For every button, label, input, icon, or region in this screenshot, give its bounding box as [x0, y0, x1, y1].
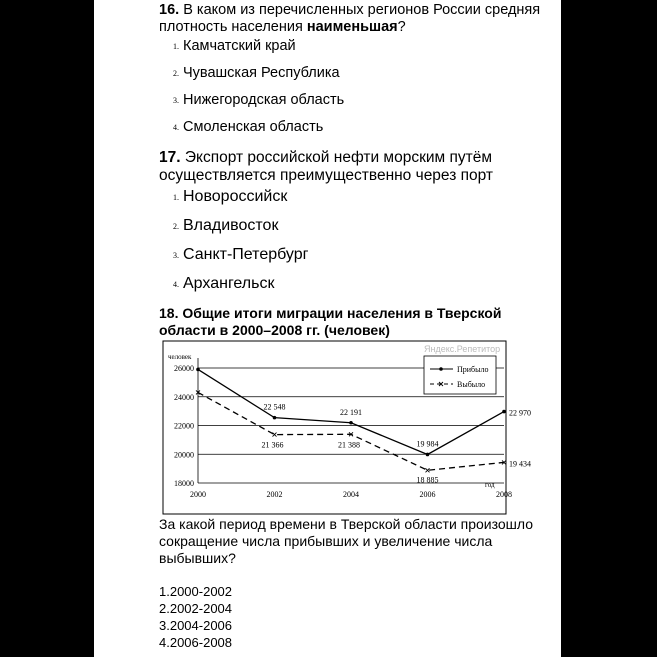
- option-number: 2.: [173, 69, 179, 78]
- option-label: Владивосток: [183, 217, 279, 234]
- question-16-text: В каком из перечисленных регионов России средняя плотность населения: [159, 2, 541, 35]
- q17-option-2[interactable]: [173, 217, 278, 235]
- data-point: [502, 410, 506, 414]
- x-axis-label: год: [485, 481, 495, 489]
- data-label: 22 191: [340, 407, 362, 417]
- data-point: [426, 453, 430, 457]
- question-18-text: За какой период времени в Тверской области произошло сокращение числа прибывших и увеличение числа выбывших?: [159, 516, 534, 566]
- option-number: 1.: [173, 193, 179, 202]
- option-label: Нижегородская область: [183, 92, 345, 108]
- legend-marker: [439, 367, 443, 371]
- answer-3[interactable]: 3.2004-2006: [159, 618, 233, 633]
- option-label: Камчатский край: [183, 38, 296, 54]
- answer-2[interactable]: 2.2002-2004: [159, 601, 233, 616]
- y-tick-label: 22000: [174, 421, 194, 431]
- q17-option-1[interactable]: [173, 188, 287, 206]
- data-point: [273, 416, 277, 420]
- q17-option-4[interactable]: [173, 275, 274, 293]
- question-18-title: 18. Общие итоги миграции населения в Тверской области в 2000–2008 гг. (человек): [159, 305, 502, 338]
- y-tick-label: 20000: [174, 450, 194, 460]
- answer-1[interactable]: 1.2000-2002: [159, 584, 233, 599]
- answer-4[interactable]: 4.2006-2008: [159, 635, 233, 650]
- q17-option-3[interactable]: [173, 246, 308, 264]
- x-tick-label: 2008: [496, 490, 512, 499]
- option-number: 1.: [173, 42, 179, 51]
- option-label: Архангельск: [183, 275, 275, 292]
- option-number: 3.: [173, 251, 179, 260]
- y-tick-label: 24000: [174, 392, 194, 402]
- data-label: 18 885: [416, 475, 439, 485]
- data-label: 22 548: [263, 402, 286, 412]
- option-label: Смоленская область: [183, 119, 324, 135]
- data-point: [349, 421, 353, 425]
- data-point: [196, 368, 200, 372]
- document-page: [94, 0, 561, 657]
- question-16-emphasis: наименьшая: [306, 19, 398, 35]
- data-label: 19 434: [509, 459, 531, 469]
- migration-chart: [162, 340, 531, 516]
- question-17: [159, 149, 559, 185]
- data-label: 22 970: [509, 408, 531, 418]
- y-axis-label: человек: [168, 353, 192, 361]
- q16-option-4[interactable]: [173, 119, 323, 135]
- y-tick-label: 26000: [174, 364, 194, 373]
- x-tick-label: 2004: [343, 490, 359, 499]
- option-label: Новороссийск: [183, 188, 288, 205]
- legend-label: Выбыло: [457, 380, 486, 389]
- option-number: 4.: [173, 280, 179, 289]
- legend-label: Прибыло: [457, 365, 489, 374]
- x-tick-label: 2000: [190, 490, 206, 499]
- q16-option-2[interactable]: [173, 65, 340, 81]
- option-number: 3.: [173, 96, 179, 105]
- question-16-number: 16.: [159, 2, 180, 18]
- watermark: Яндекс.Репетитор: [424, 344, 501, 354]
- option-number: 2.: [173, 222, 179, 231]
- answer-list: [159, 583, 232, 651]
- option-label: Чувашская Республика: [183, 65, 340, 81]
- question-16: [159, 2, 549, 36]
- data-label: 21 366: [261, 440, 284, 450]
- data-label: 21 388: [338, 440, 360, 450]
- y-tick-label: 18000: [174, 479, 194, 488]
- data-label: 19 984: [416, 439, 439, 449]
- q16-option-3[interactable]: [173, 92, 344, 108]
- option-number: 4.: [173, 123, 179, 132]
- option-label: Санкт-Петербург: [183, 246, 309, 263]
- x-tick-label: 2006: [419, 490, 436, 499]
- question-17-text: Экспорт российской нефти морским путём осуществляется преимущественно через порт: [159, 149, 494, 184]
- question-17-number: 17.: [159, 149, 181, 166]
- x-tick-label: 2002: [266, 490, 283, 499]
- q16-option-1[interactable]: [173, 38, 296, 54]
- question-16-mark: ?: [397, 19, 406, 35]
